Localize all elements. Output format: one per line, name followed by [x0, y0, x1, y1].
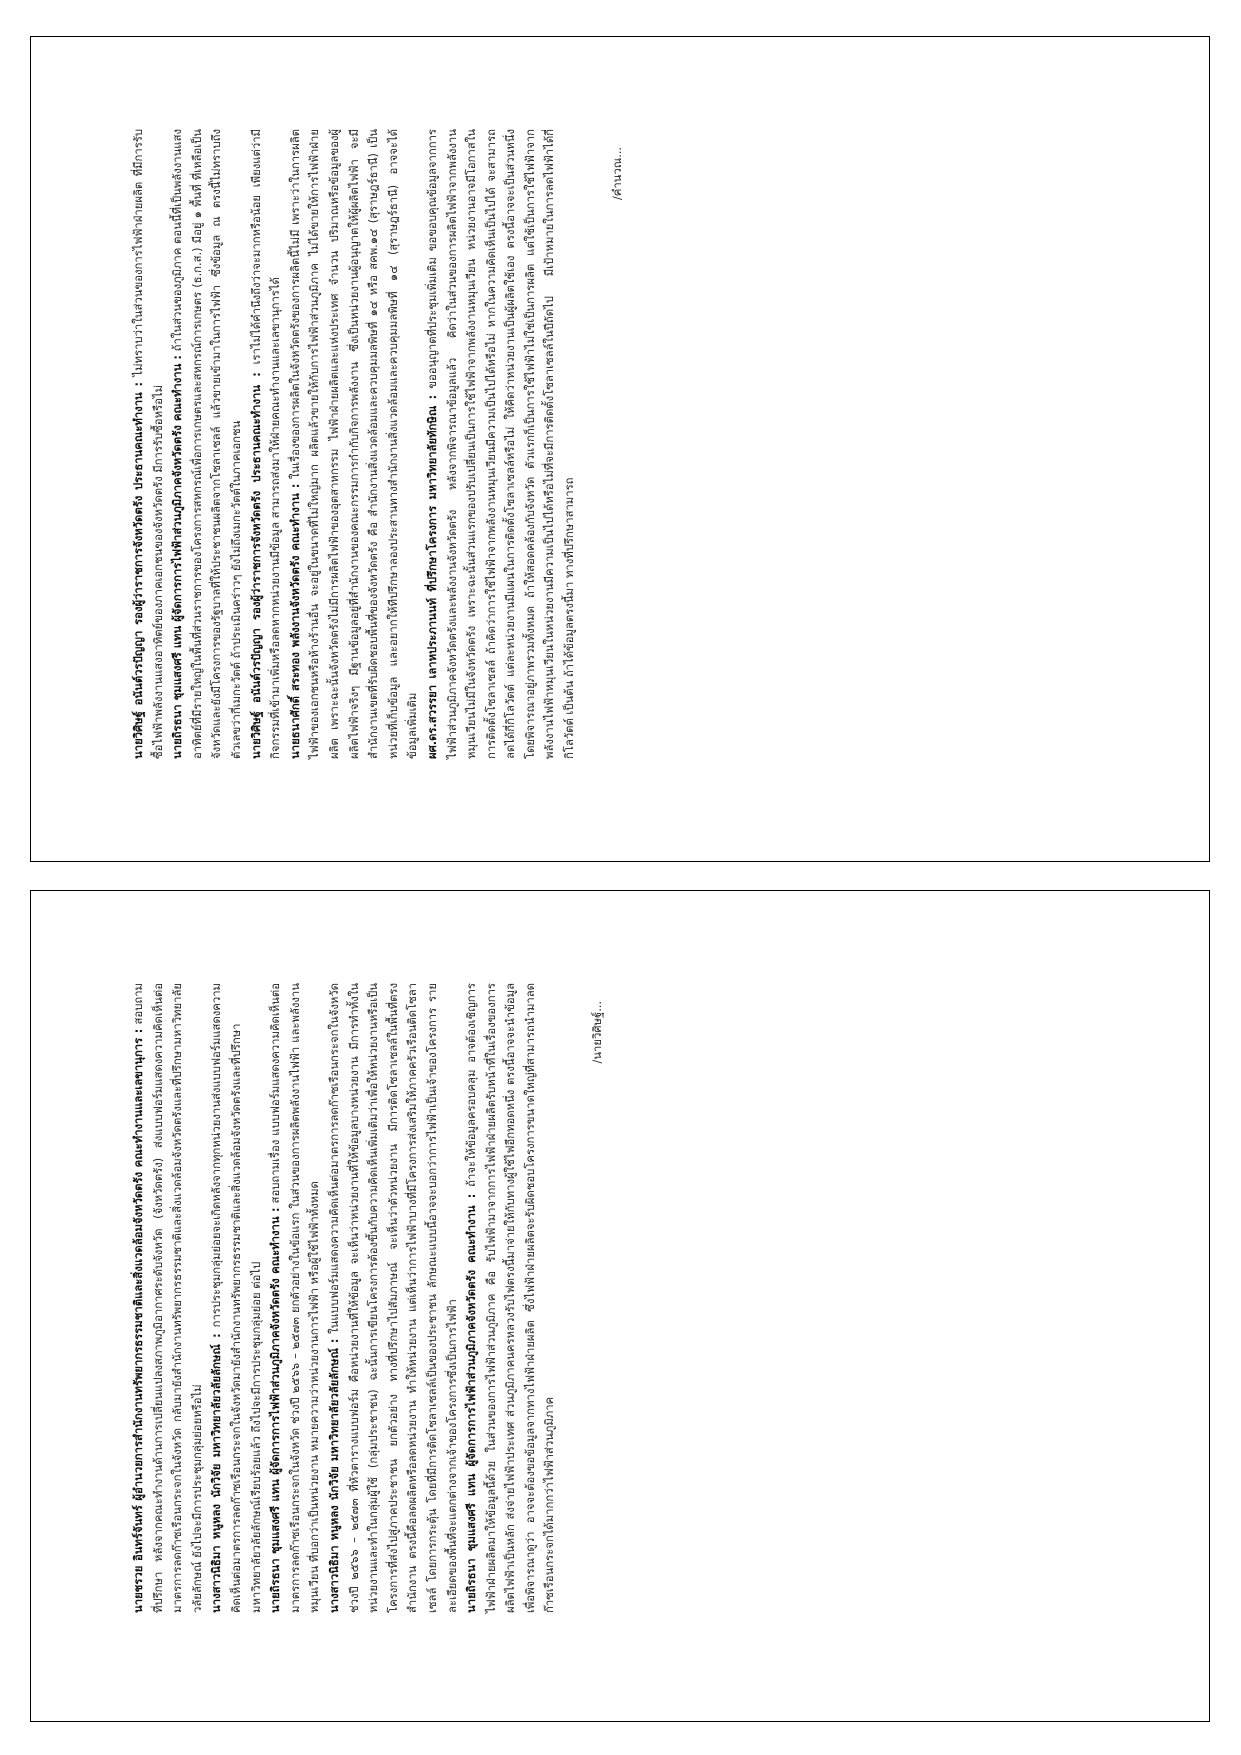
- speaker-name: นายถิรธนา ชุมแสงศรี แทน ผู้จัดการการไฟฟ้าส่วนภูมิภาคจังหวัดตรัง คณะทำงาน :: [269, 1207, 283, 1613]
- speaker-name: นายถิรธนา ชุมแสงศรี แทน ผู้จัดการการไฟฟ้าส่วนภูมิภาคจังหวัดตรัง คณะทำงาน :: [171, 355, 185, 759]
- paragraph: [207, 983, 266, 1613]
- paragraph-text: สอบถามที่ปรึกษา หลังจากคณะทำงานด้านการเปลี่ยนแปลงสภาพภูมิอากาศระดับจังหวัด (จังหวัดตรัง) ส่งแบบฟอร์มแสดงความคิดเห็นต่อมาตรการลดก๊าซเรือนกระจกในจังหวัด กลับมายังสำนักงานทรัพยากรธรรมชาติและสิ่งแวดล้อมจังหวัดตรังและที่ปรึกษามหาวิทยาลัยวลัยลักษณ์ ยังไปจะมีการประชุมกลุ่มย่อยหรือไม่: [132, 983, 204, 1613]
- paragraph-text: ถ้าในส่วนของภูมิภาค ตอนนี้ที่เป็นพลังงานแสงอาทิตย์ที่มีรายใหญ่ในพื้นที่ส่วนราชการของโครงการสหกรณ์เพื่อการเกษตรและสหกรณ์การเกษตร (ธ.ก.ส.) มีอยู่ ๑ พื้นที่ ที่เหลือเป็นจังหวัดและยังมีโครงการของรัฐบาลที่ให้ประชาชนผลิตจากโซลาเซลล์ แล้วขายเข้ามาในการไฟฟ้า ซึ่งข้อมูล ณ ตรงนี้ไม่ทราบถึงตัวเลขว่ากี่เมกะวัตต์ ถ้าประเมินคร่าวๆ ยังไม่ถึงเมกะวัตต์ในภาคเอกชน: [171, 129, 243, 759]
- paragraph: [247, 129, 286, 759]
- paragraph-text: ถ้าจะให้ข้อมูลครอบคลุม อาจต้องเชิญการไฟฟ้าฝ่ายผลิตมาให้ข้อมูลนี้ด้วย ในส่วนของการไฟฟ้าส่วนภูมิภาค คือ รับไฟฟ้ามาจากการไฟฟ้าฝ่ายผลิตรับหน้าที่ในเรื่องของการผลิตไฟฟ้าเป็นหลัก ส่งจ่ายไฟฟ้าประเทศ ส่วนภูมิภาคนครหลวงรับไฟตรงนี้มาจ่ายให้กับทางผู้ใช้ไฟอีกทอดหนึ่ง ตรงนี้อาจจะนำข้อมูลเพื่อพิจารณาดูว่า อาจจะต้องขอข้อมูลจากทางไฟฟ้าฝ่ายผลิต ซึ่งไฟฟ้าฝ่ายผลิตจะรับผิดชอบโครงการขนาดใหญ่ที่สามารถนำมาลดก๊าซเรือนกระจกได้มากกว่าไฟฟ้าส่วนภูมิภาค: [465, 983, 557, 1613]
- speaker-name: นางสาวนิธิมา หนูหลง นักวิจัย มหาวิทยาลัยวลัยลักษณ์ :: [327, 1338, 341, 1613]
- paragraph: [266, 983, 325, 1613]
- speaker-name: นายถิรธนา ชุมแสงศรี แทน ผู้จัดการการไฟฟ้าส่วนภูมิภาคจังหวัดตรัง คณะทำงาน :: [465, 1193, 479, 1613]
- speaker-name: ผศ.ดร.สวรรยา เลาหประภานนท์ ที่ปรึกษาโครงการ มหาวิทยาลัยทักษิณ :: [425, 394, 439, 759]
- page-footer-continuation: /นายวิศิษฐ์...: [591, 1001, 605, 1064]
- paragraph-text: สอบถามเรื่อง แบบฟอร์มแสดงความคิดเห็นต่อมาตรการลดก๊าซเรือนกระจกในจังหวัด ช่วงปี ๒๕๖๖ – ๒๕๗๓ ยกตัวอย่างในข้อแรก ในส่วนของการผลิตพลังงานไฟฟ้า และพลังงานหมุนเวียน ที่บอกว่าเป็นหน่วยงาน หมายความว่าหน่วยงานการไฟฟ้า หรือผู้ใช้ไฟฟ้าทั้งหมด: [269, 983, 322, 1613]
- paragraph: [286, 129, 423, 759]
- paragraph: [423, 129, 580, 759]
- speaker-name: นางสาวนิธิมา หนูหลง นักวิจัย มหาวิทยาลัยวลัยลักษณ์ :: [210, 1333, 224, 1613]
- paragraph-text: ในเรื่องของการผลิตในจังหวัดตรังของการผลิตนี้ไม่มี เพราะว่าในการผลิตไฟฟ้าของเอกชนหรือห้างร้านอื่น จะอยู่ในขนาดที่ไม่ใหญ่มาก ผลิตแล้วขายให้กับการไฟฟ้าส่วนภูมิภาค ไม่ได้ขายให้การไฟฟ้าฝ่ายผลิต เพราะฉะนั้นจังหวัดตรังไม่มีการผลิตไฟฟ้าของอุตสาหกรรม ไฟฟ้าฝ่ายผลิตและแห่งประเทศ จำนวน ปริมาณหรือข้อมูลของผู้ผลิตไฟฟ้าจริงๆ มีฐานข้อมูลอยู่ที่สำนักงานของคณะกรรมการกำกับกิจการพลังงาน ซึ่งเป็นหน่วยงานผู้อนุญาตให้ผู้ผลิตไฟฟ้า จะมีสำนักงานเขตที่รับผิดชอบพื้นที่ของจังหวัดตรัง คือ สำนักงานสิ่งแวดล้อมและควบคุมมลพิษที่ ๑๔ หรือ สคพ.๑๔ (สุราษฎร์ธานี) เป็นหน่วยที่เก็บข้อมูล และอยากให้ทีปรึกษาลองประสานทางสำนักงานสิ่งแวดล้อมและควบคุมมลพิษที่ ๑๔ (สุราษฎร์ธานี) อาจจะได้ข้อมูลเพิ่มเติม: [288, 129, 420, 759]
- paragraph-text: เราไม่ได้คำนึงถึงว่าจะมากหรือน้อย เพียงแต่ว่ามีกิจกรรมที่เข้ามาเพิ่มหรือลดหากหน่วยงานมีข้อมูล สามารถส่งมาให้ฝ่ายคณะทำงานและเลขานุการได้: [249, 129, 283, 759]
- speaker-name: นายชรวย อินทร์จันทร์ ผู้อำนวยการสำนักงานทรัพยากรธรรมชาติและสิ่งแวดล้อมจังหวัดตรัง คณะทำงานและเลขานุการ :: [132, 1028, 145, 1613]
- paragraph: [129, 129, 168, 759]
- paragraph-text: ในแบบฟอร์มแสดงความคิดเห็นต่อมาตรการลดก๊าซเรือนกระจกในจังหวัด ช่วงปี ๒๕๖๖ – ๒๕๗๓ ที่หัวตารางแบบฟอร์ม คือหน่วยงานที่ให้ข้อมูล จะเห็นว่าหน่วยงานที่ให้ข้อมูลบางหน่วยงาน มีการทำทั้งในหน่วยงานและทำในกลุ่มผู้ใช้ (กลุ่มประชาชน) ฉะนั้นการเขียนโครงการต้องขึ้นกับความคิดเห็นเพิ่มเติมว่าเพื่อให้หน่วยงานหรือเป็นโครงการที่ส่งไปสู่ภาคประชาชน ยกตัวอย่าง ทางที่ปรึกษาไปสัมภาษณ์ จะเห็นว่าตัวหน่วยงาน มีการติดโซลาเซลล์ในพื้นที่ตรงสำนักงาน ตรงนี้คือลดผลิตหรือลดหน่วยงาน ทำให้หน่วยงาน แต่เห็นว่าการไฟฟ้าบางที่มีโครงการส่งเสริมให้ภาคครัวเรือนติดโซลาเซลล์ โดยการกระตุ้น โดยที่มีการติดโซลาเซลล์เป็นของประชาชน ลักษณะแบบนี้อาจจะบอกว่าการไฟฟ้าเป็นเจ้าของโครงการ รายละเอียดของพื้นที่จะแตกต่างจากเจ้าของโครงการซึ่งเป็นการไฟฟ้า: [327, 983, 459, 1613]
- document-page-lower: [30, 890, 1210, 1722]
- speaker-name: นายวิศิษฐ์ อนันต์วรปัญญา รองผู้ว่าราชการจังหวัดตรัง ประธานคณะทำงาน :: [249, 372, 263, 759]
- paragraph: [129, 983, 207, 1613]
- paragraph: [325, 983, 462, 1613]
- speaker-name: นายธนาศักดิ์ สระทอง พลังงานจังหวัดตรัง คณะทำงาน :: [288, 483, 302, 759]
- document-page-upper: [30, 36, 1210, 862]
- paragraph-text: การประชุมกลุ่มย่อยจะเกิดหลังจากทุกหน่วยงานส่งแบบฟอร์มแสดงความคิดเห็นต่อมาตรการลดก๊าซเรือนกระจกในจังหวัดมายังสำนักงานทรัพยากรธรรมชาติและสิ่งแวดล้อมจังหวัดตรังและที่ปรึกษามหาวิทยาลัยวลัยลักษณ์เรียบร้อยแล้ว ถึงไปจะมีการประชุมกลุ่มย่อย ต่อไป: [210, 983, 263, 1613]
- paragraph: [168, 129, 246, 759]
- paragraph-text: ไม่ทราบว่าในส่วนของการไฟฟ้าฝ่ายผลิต ที่มีการรับซื้อไฟฟ้าพลังงานแสงอาทิตย์ของภาคเอกชนของจังหวัดตรัง มีการรับซื้อหรือไม่: [132, 129, 165, 759]
- page-footer-continuation: /คำนวณ...: [610, 147, 624, 201]
- speaker-name: นายวิศิษฐ์ อนันต์วรปัญญา รองผู้ว่าราชการจังหวัดตรัง ประธานคณะทำงาน :: [132, 381, 145, 759]
- page-content: [129, 129, 627, 759]
- page-content: [129, 983, 608, 1613]
- paragraph-text: ขออนุญาตที่ประชุมเพิ่มเติม ขอขอบคุณข้อมูลจากการไฟฟ้าส่วนภูมิภาคจังหวัดตรังและพลังงานจังหวัดตรัง หลังจากพิจารณาข้อมูลแล้ว คิดว่าในส่วนของการผลิตไฟฟ้าจากพลังงานหมุนเวียนไม่มีในจังหวัดตรัง เพราะฉะนั้นส่วนแรกของปรับเปลี่ยนเป็นการใช้ไฟฟ้าจากพลังงานหมุนเวียน หน่วยงานอาจมีโอกาสในการติดตั้งโซลาเซลล์ ถ้าคิดว่าการใช้ไฟฟ้าจากพลังงานหมุนเวียนมีความเป็นไปได้หรือไม่ หากในความคิดเห็นเป็นไปได้ จะสามารถลดได้กี่กิโลวัตต์ แต่ละหน่วยงานมีแผนในการติดตั้งโซลาเซลล์หรือไม่ ให้คิดว่าหน่วยงานเป็นผู้ผลิตใช้เอง ตรงนี้อาจจะเป็นส่วนหนึ่ง โดยพิจารณาอยู่ภาพรวมทั้งหมด ถ้าให้สอดคล้องกับจังหวัด ตัวแรกก็เป็นการใช้ไฟฟ้าไม่ใช่เป็นการผลิต แต่ใช้เป็นการใช้ไฟฟ้าจากพลังงานไฟฟ้าหมุนเวียนในหน่วยงานมีความเป็นไปได้หรือไม่ที่จะมีการติดตั้งโซลาเซลล์ในปีถัดไป มีเป้าหมายในการลดไฟฟ้าได้กี่กิโลวัตต์ เป็นต้น ถ้าได้ข้อมูลตรงนี้มา ทางที่ปรึกษาสามารถ: [425, 129, 577, 759]
- paragraph: [462, 983, 560, 1613]
